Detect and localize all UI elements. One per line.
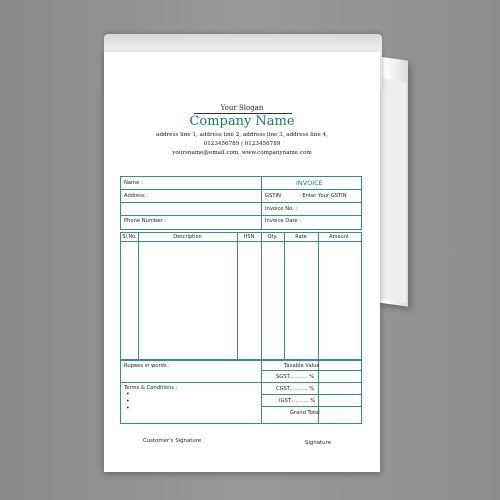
- phone-line: 0123456789 | 0123456789: [203, 141, 281, 147]
- invoice-date-label: Invoice Date :: [265, 218, 301, 224]
- customer-signature-label: Customer's Signature: [143, 438, 202, 444]
- invoice-title: INVOICE: [296, 179, 323, 187]
- taxable-value-label: Taxable Value: [284, 363, 320, 369]
- table-header-rule: [120, 241, 361, 242]
- row-rule: [261, 202, 361, 203]
- row-rule: [261, 394, 361, 395]
- col-divider: [138, 232, 139, 360]
- gstin-value: : Enter Your GSTIN: [299, 193, 347, 199]
- column-header-amount: Amount: [329, 234, 349, 240]
- back-page-edge: [376, 77, 406, 302]
- sgst-label: SGST........... %: [276, 374, 314, 380]
- terms-label: Terms & Conditions :: [124, 385, 178, 391]
- items-table: [120, 232, 362, 361]
- column-header-hsn: HSN: [243, 234, 255, 240]
- igst-label: IGST........... %: [279, 398, 316, 404]
- name-label: Name :: [124, 180, 143, 186]
- column-header-description: Description: [173, 234, 202, 240]
- cgst-label: CGST........... %: [276, 386, 315, 392]
- invoice-no-label: Invoice No. :: [265, 206, 298, 212]
- signature-label: Signature: [305, 440, 332, 446]
- row-rule: [261, 406, 361, 407]
- phone-label: Phone Number :: [124, 218, 166, 224]
- col-divider: [284, 232, 285, 360]
- address-line: address line 1, address line 2, address line 3, address line 4,: [156, 132, 328, 138]
- row-rule: [120, 189, 361, 190]
- row-rule: [120, 382, 261, 383]
- bullet-icon: •: [126, 391, 130, 398]
- gstin-label: GSTIN: [265, 193, 281, 199]
- invoice-sheet: [104, 52, 380, 472]
- bullet-icon: •: [126, 398, 130, 405]
- company-name: Company Name: [189, 114, 295, 129]
- row-rule: [120, 215, 361, 216]
- row-rule: [261, 382, 361, 383]
- address-label: Address :: [124, 193, 149, 199]
- rupees-in-words-label: Rupees in words :: [124, 363, 170, 369]
- row-rule: [120, 202, 261, 203]
- slogan: Your Slogan: [220, 104, 264, 112]
- row-rule: [261, 370, 361, 371]
- contact-line: yoursname@email.com, www.companyname.com: [172, 150, 312, 156]
- col-divider: [237, 232, 238, 360]
- column-header-qty: Qty.: [267, 234, 278, 240]
- grand-total-label: Grand Total: [290, 410, 320, 416]
- bullet-icon: •: [126, 405, 130, 412]
- column-header-slno: Sl.No.: [122, 234, 137, 240]
- column-header-rate: Rate: [295, 234, 307, 240]
